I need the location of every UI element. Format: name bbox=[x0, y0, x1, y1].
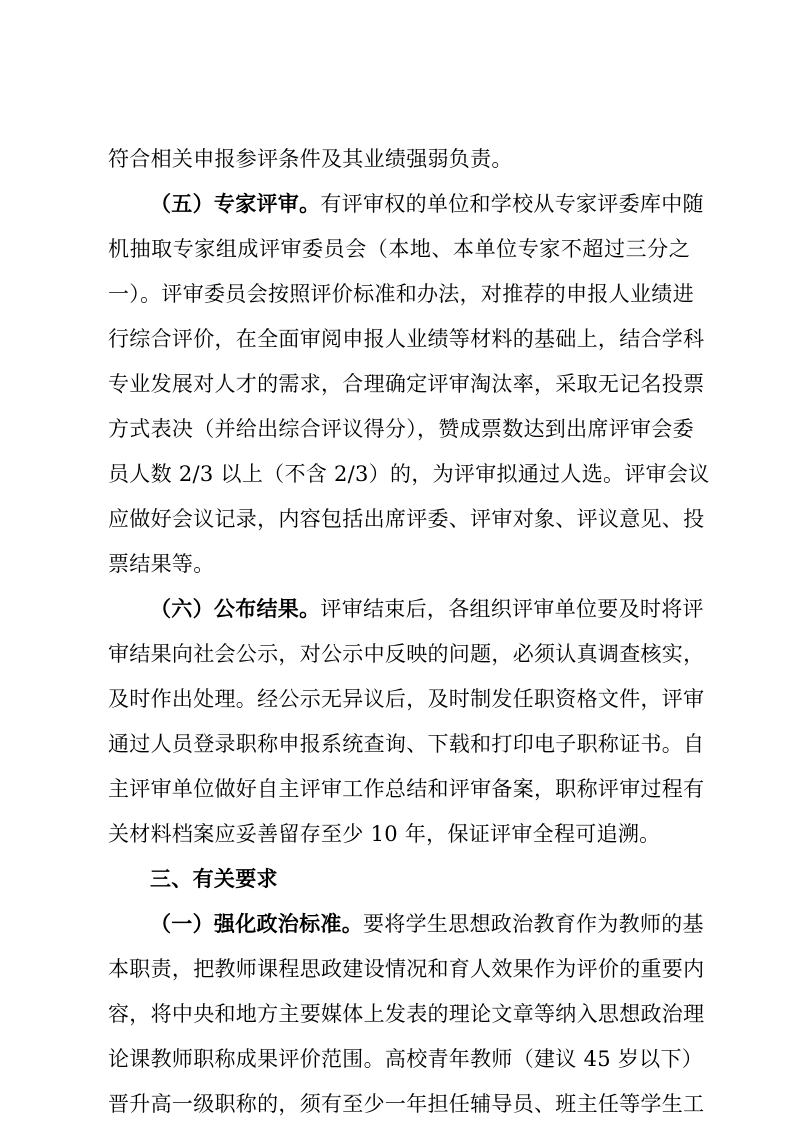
paragraph-s1-first-line bbox=[150, 908, 704, 940]
paragraph-6-text: 评审结束后，各组织评审单位要及时将评 bbox=[320, 597, 704, 621]
text-line: 机抽取专家组成评审委员会（本地、本单位专家不超过三分之 bbox=[108, 237, 690, 261]
text-line: 员人数 2/3 以上（不含 2/3）的，为评审拟通过人选。评审会议 bbox=[108, 462, 710, 486]
text-line: 通过人员登录职称申报系统查询、下载和打印电子职称证书。自 bbox=[108, 732, 705, 756]
paragraph-6-lead: （六）公布结果。 bbox=[150, 596, 321, 621]
section-heading: 三、有关要求 bbox=[150, 866, 278, 891]
text-line: 行综合评价，在全面审阅申报人业绩等材料的基础上，结合学科 bbox=[108, 327, 705, 351]
paragraph-s1-lead: （一）强化政治标准。 bbox=[150, 911, 363, 936]
text-line: 论课教师职称成果评价范围。高校青年教师（建议 45 岁以下） bbox=[108, 1047, 704, 1071]
text-line: 票结果等。 bbox=[108, 552, 215, 576]
text-line: 主评审单位做好自主评审工作总结和评审备案，职称评审过程有 bbox=[108, 777, 705, 801]
text-line: 晋升高一级职称的，须有至少一年担任辅导员、班主任等学生工 bbox=[108, 1092, 705, 1116]
text-line: 关材料档案应妥善留存至少 10 年，保证评审全程可追溯。 bbox=[108, 822, 661, 846]
text-line: 专业发展对人才的需求，合理确定评审淘汰率，采取无记名投票 bbox=[108, 372, 705, 396]
text-line: 审结果向社会公示，对公示中反映的问题，必须认真调查核实， bbox=[108, 642, 705, 666]
paragraph-5-text: 有评审权的单位和学校从专家评委库中随 bbox=[320, 192, 704, 216]
text-line: 容，将中央和地方主要媒体上发表的理论文章等纳入思想政治理 bbox=[108, 1002, 705, 1026]
text-line: 方式表决（并给出综合评议得分），赞成票数达到出席评审会委 bbox=[108, 417, 694, 441]
text-line: 应做好会议记录，内容包括出席评委、评审对象、评议意见、投 bbox=[108, 507, 705, 531]
text-line: 本职责，把教师课程思政建设情况和育人效果作为评价的重要内 bbox=[108, 957, 705, 981]
paragraph-6-first-line bbox=[150, 593, 704, 625]
text-line: 一）。评审委员会按照评价标准和办法，对推荐的申报人业绩进 bbox=[108, 282, 694, 306]
paragraph-s1-text: 要将学生思想政治教育作为教师的基 bbox=[363, 912, 704, 936]
text-line: 及时作出处理。经公示无异议后，及时制发任职资格文件，评审 bbox=[108, 687, 705, 711]
text-line: 符合相关申报参评条件及其业绩强弱负责。 bbox=[108, 147, 513, 171]
paragraph-5-lead: （五）专家评审。 bbox=[150, 191, 321, 216]
paragraph-5-first-line bbox=[150, 188, 704, 220]
